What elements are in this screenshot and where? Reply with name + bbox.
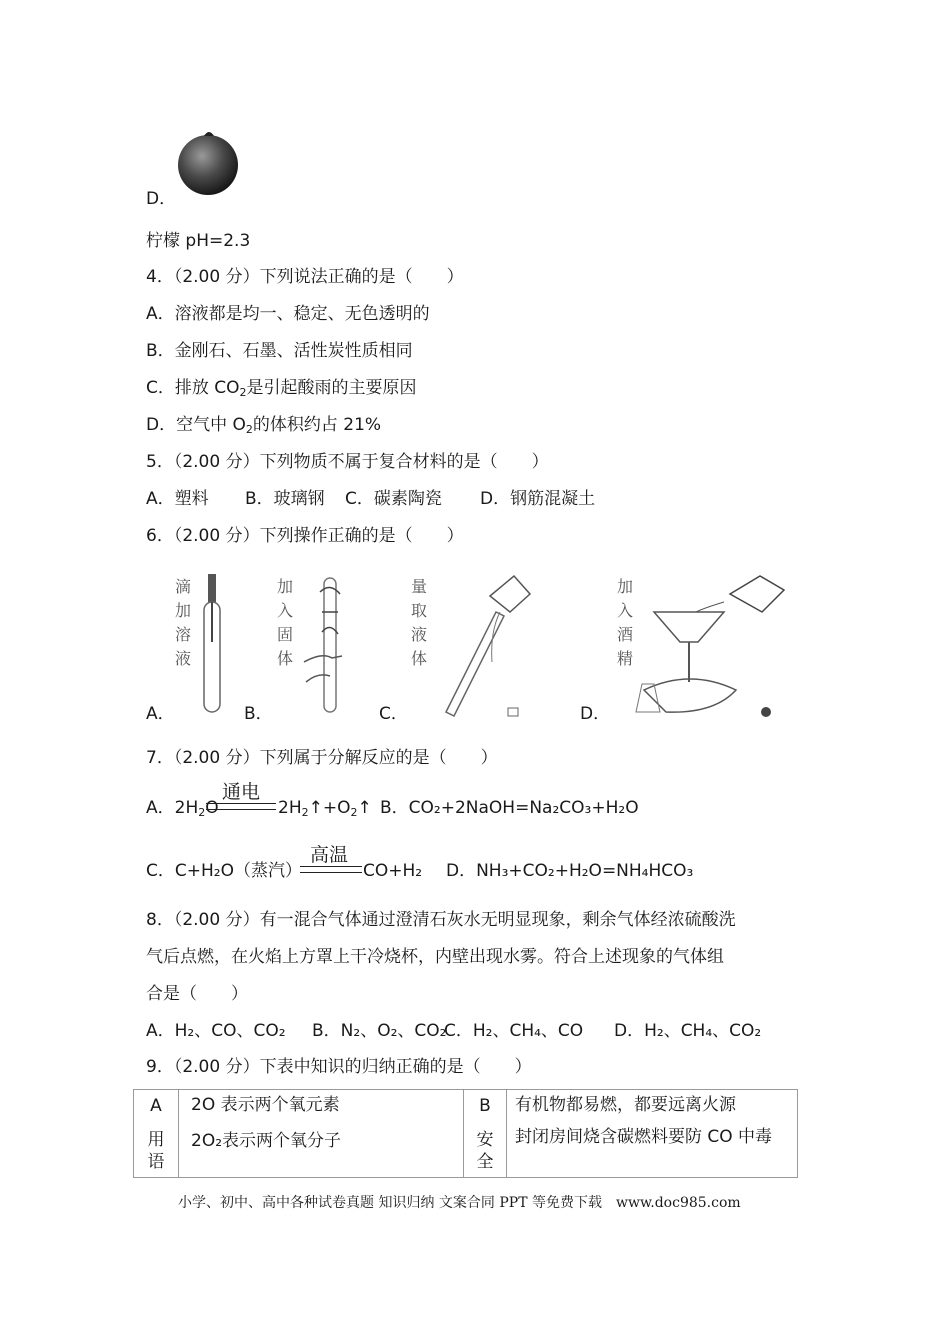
q6-image-a-text-2: 加 — [174, 601, 191, 620]
q4-option-d-sub: 2 — [245, 423, 253, 436]
q6-image-b-text-4: 体 — [276, 649, 293, 668]
q5-option-b: B．玻璃钢 — [245, 489, 325, 509]
q5-option-a: A．塑料 — [146, 489, 209, 509]
q6-image-d-text-1: 加 — [616, 577, 633, 596]
q6-image-c-text-1: 量 — [410, 577, 427, 596]
lemon-image — [176, 127, 242, 197]
q6-image-b-text-2: 入 — [276, 601, 293, 620]
q9-cell-a — [134, 1090, 179, 1178]
q7-option-c: C．C+H₂O（蒸汽） — [146, 861, 302, 881]
q4-option-c-pre: C．排放 CO — [146, 378, 240, 398]
option-d-label: D． — [146, 189, 177, 209]
q9-cell-b — [464, 1090, 507, 1178]
q5-stem: 5．（2.00 分）下列物质不属于复合材料的是（ ） — [146, 452, 549, 472]
q7-option-a-products: $2H_2↑+O_2↑$ — [278, 798, 372, 819]
q6-image-d-text-3: 酒 — [616, 625, 633, 644]
q7-equals-arrow-c — [300, 866, 362, 873]
q7-option-a-o: O — [205, 798, 219, 818]
q6-option-b: B． — [244, 704, 273, 724]
q9-cell-b-letter: B — [479, 1096, 491, 1116]
q8-option-d: D．H₂、CH₄、CO₂ — [614, 1021, 762, 1041]
q7-option-c-product: CO+H₂ — [363, 861, 423, 881]
q6-image-c-text-4: 体 — [410, 649, 427, 668]
q6-image-a-text-3: 溶 — [174, 625, 191, 644]
q4-option-c-post: 是引起酸雨的主要原因 — [246, 378, 417, 398]
q6-option-d: D． — [580, 704, 611, 724]
page-footer: 小学、初中、高中各种试卷真题 知识归纳 文案合同 PPT 等免费下载 www.doc985.com — [178, 1195, 741, 1211]
q9-table-row — [134, 1090, 798, 1178]
q8-line-2: 气后点燃，在火焰上方罩上干冷烧杯，内壁出现水雾。符合上述现象的气体组 — [146, 947, 724, 967]
q4-option-c-sub: 2 — [239, 386, 247, 399]
q4-option-c — [146, 377, 417, 399]
q9-stem: 9．（2.00 分）下表中知识的归纳正确的是（ ） — [146, 1057, 532, 1077]
q4-option-d-post: 的体积约占 21% — [252, 415, 382, 435]
q4-option-b: B．金刚石、石墨、活性炭性质相同 — [146, 341, 413, 361]
q9-a-line-1: 2O 表示两个氧元素 — [191, 1095, 340, 1115]
q4-stem: 4．（2.00 分）下列说法正确的是（ ） — [146, 267, 464, 287]
q6-image-a — [172, 572, 232, 720]
q6-image-a-text-1: 滴 — [174, 577, 191, 596]
q6-option-c: C． — [379, 704, 408, 724]
lemon-caption: 柠檬 pH=2.3 — [146, 231, 251, 251]
q6-stem: 6．（2.00 分）下列操作正确的是（ ） — [146, 526, 464, 546]
q9-cell-a-letter: A — [150, 1096, 162, 1116]
q9-cell-a-content — [179, 1090, 464, 1178]
q5-option-d: D．钢筋混凝土 — [480, 489, 596, 509]
q9-cell-b-content — [507, 1090, 798, 1178]
q6-image-c-text-2: 取 — [410, 601, 427, 620]
q6-image-b — [272, 572, 352, 720]
q5-option-c: C．碳素陶瓷 — [345, 489, 442, 509]
q6-image-c — [406, 572, 546, 720]
q6-image-d-text-4: 精 — [616, 649, 633, 668]
q9-cell-b-category: 安全 — [476, 1130, 494, 1172]
q6-alcohol-lamp-icon — [634, 572, 788, 720]
q9-knowledge-table — [133, 1089, 798, 1178]
q6-option-a: A． — [146, 704, 175, 724]
q8-option-b: B．N₂、O₂、CO₂ — [312, 1021, 447, 1041]
q6-image-b-text-3: 固 — [276, 625, 293, 644]
q8-line-1: 8．（2.00 分）有一混合气体通过澄清石灰水无明显现象，剩余气体经浓硫酸洗 — [146, 910, 736, 930]
q7-stem: 7．（2.00 分）下列属于分解反应的是（ ） — [146, 748, 498, 768]
q7-option-b: B．CO₂+2NaOH=Na₂CO₃+H₂O — [380, 798, 639, 818]
q4-option-a: A．溶液都是均一、稳定、无色透明的 — [146, 304, 430, 324]
q6-image-d — [612, 572, 788, 720]
q8-option-c: C．H₂、CH₄、CO — [444, 1021, 584, 1041]
q7-option-d: D．NH₃+CO₂+H₂O=NH₄HCO₃ — [446, 861, 694, 881]
q6-graduated-cylinder-icon — [430, 572, 546, 720]
q7-condition-electrolysis: 通电 — [222, 781, 261, 803]
q4-option-d-pre: D．空气中 O — [146, 415, 246, 435]
q9-b-line-2: 封闭房间烧含碳燃料要防 CO 中毒 — [515, 1127, 773, 1147]
q9-a-line-2: 2O₂表示两个氧分子 — [191, 1131, 342, 1151]
q6-image-d-text-2: 入 — [616, 601, 633, 620]
q6-test-tube-a-icon — [198, 572, 228, 720]
q7-option-a-label: A．2H — [146, 798, 199, 818]
q6-image-c-text-3: 液 — [410, 625, 427, 644]
q4-option-d — [146, 414, 381, 436]
q6-image-b-text-1: 加 — [276, 577, 293, 596]
q6-image-a-text-4: 液 — [174, 649, 191, 668]
q6-test-tube-b-icon — [302, 572, 352, 720]
q8-option-a: A．H₂、CO、CO₂ — [146, 1021, 286, 1041]
q9-b-line-1: 有机物都易燃，都要远离火源 — [515, 1095, 736, 1115]
q7-condition-high-temp: 高温 — [310, 844, 349, 866]
q9-cell-a-category: 用语 — [147, 1130, 165, 1172]
q8-line-3: 合是（ ） — [146, 984, 248, 1004]
q7-equals-arrow-a — [206, 803, 276, 810]
q7-option-a-sub: 2 — [198, 806, 206, 819]
